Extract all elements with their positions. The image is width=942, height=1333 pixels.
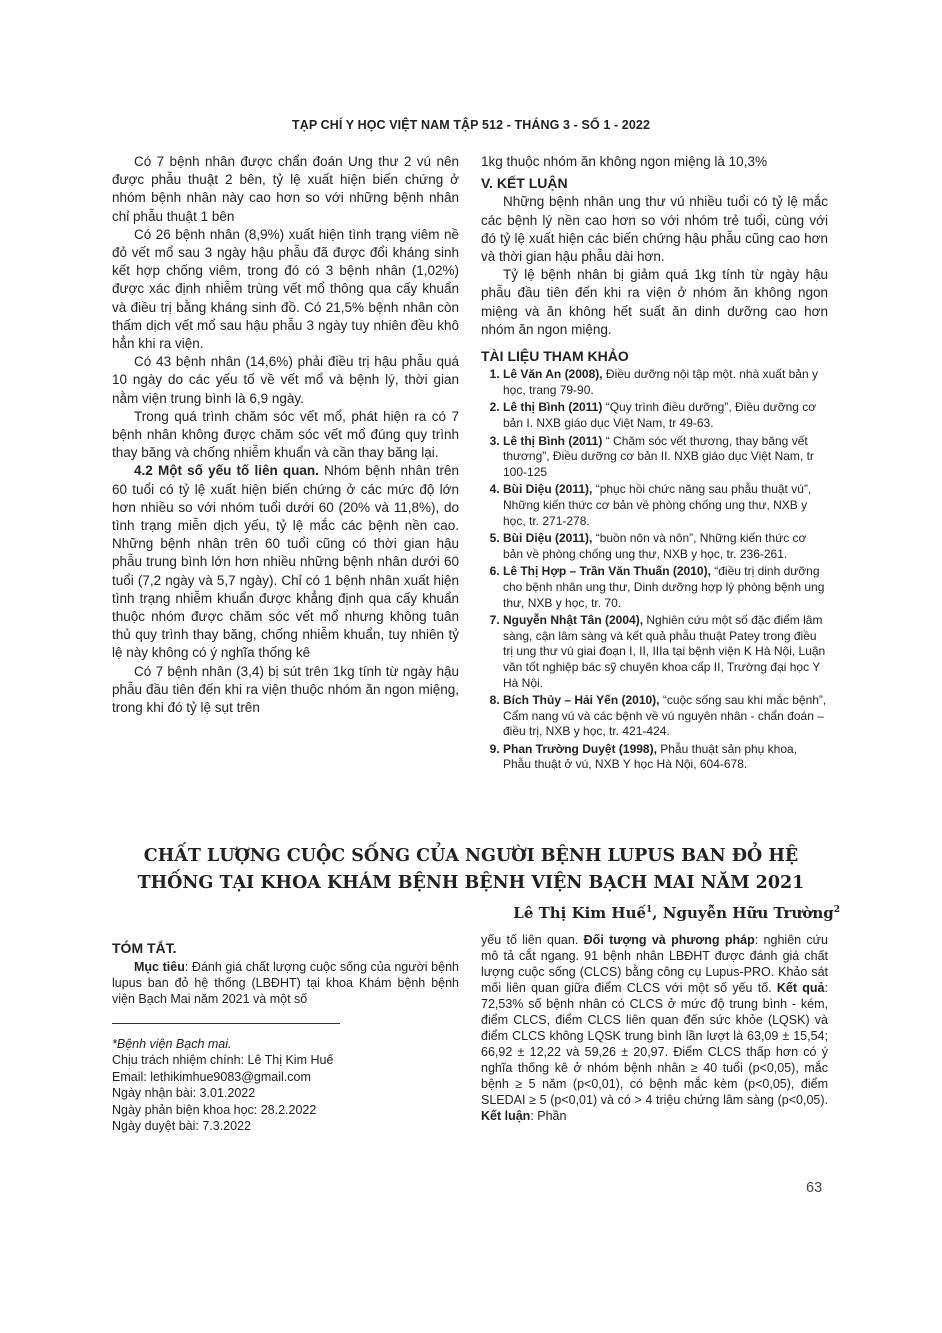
affiliation: *Bệnh viện Bạch mai. (112, 1037, 232, 1051)
reference-item (503, 482, 828, 529)
abstract-right (481, 932, 828, 1124)
reference-item (503, 613, 828, 691)
conclusion-text: : Phần (530, 1109, 567, 1123)
affiliation-marker: 2 (833, 905, 840, 915)
footnote-divider (112, 1023, 340, 1024)
paragraph: Có 7 bệnh nhân (3,4) bị sút trên 1kg tính từ ngày hậu phẫu đầu tiên đến khi ra viện thuộc nhóm ăn ngon miệng, trong khi đó tỷ lệ sụt trên (112, 663, 459, 716)
reference-author: Lê Văn An (2008), (503, 367, 603, 382)
reference-author: Bùi Diệu (2011), (503, 482, 593, 497)
article-title: CHẤT LƯỢNG CUỘC SỐNG CỦA NGƯỜI BỆNH LUPUS BAN ĐỎ HỆ THỐNG TẠI KHOA KHÁM BỆNH BỆNH VIỆN BẠCH MAI NĂM 2021 (137, 846, 805, 893)
reference-item (503, 434, 828, 481)
reference-text: “điều trị dinh dưỡng cho bệnh nhân ung thư, Dinh dưỡng hợp lý phòng bệnh ung thư, NXB y học, tr. 70. (503, 564, 825, 610)
author-name: Nguyễn Hữu Trường (662, 904, 834, 922)
conclusion-heading: V. KẾT LUẬN (481, 175, 568, 192)
reference-list (481, 367, 828, 773)
paragraph: Có 7 bệnh nhân được chẩn đoán Ung thư 2 vú nên được phẫu thuật 2 bên, tỷ lệ xuất hiện biến chứng ở nhóm bệnh nhân này cao hơn so với những bệnh nhân chỉ phẫu thuật 1 bên (112, 154, 459, 224)
reference-text: Phẫu thuật sản phụ khoa, Phẫu thuật ở vú, NXB Y học Hà Nội, 604-678. (503, 741, 798, 772)
abstract-paragraph (112, 959, 459, 1007)
reference-author: Lê thị Bình (2011) (503, 400, 603, 415)
reference-text: “Quy trình điều dưỡng”, Điều dưỡng cơ bản I. NXB giáo dục Việt Nam, tr 49-63. (503, 400, 817, 431)
reference-item (503, 564, 828, 611)
conclusion-label: Kết luận (481, 1109, 531, 1123)
reference-text: Nghiên cứu một số đặc điểm lâm sàng, cận lâm sàng và kết quả phẫu thuật Patey trong điều trị ung thư vú giai đoạn I, II, IIIa tại bệnh viện K Hà Nội, Luận văn tốt nghiệp bác sỹ chuyên khoa cấp II, Trường đại học Y Hà Nội. (503, 613, 826, 690)
references-heading: TÀI LIỆU THAM KHẢO (481, 348, 629, 365)
reference-author: Lê thị Bình (2011) (503, 433, 603, 448)
abstract-text: yếu tố liên quan. (481, 933, 584, 947)
reference-author: Bùi Diệu (2011), (503, 531, 593, 546)
footnote (112, 1036, 459, 1134)
author-separator: , (652, 904, 663, 922)
reference-author: Phan Trường Duyệt (1998), (503, 741, 657, 756)
email: Email: lethikimhue9083@gmail.com (112, 1069, 311, 1084)
paragraph: Có 43 bệnh nhân (14,6%) phải điều trị hậu phẫu quá 10 ngày do các yếu tố về vết mổ và bệnh lý, thời gian nằm viện trung bình là 6,9 ngày. (112, 354, 459, 406)
reference-text: “phục hồi chức năng sau phẫu thuật vú”, Những kiến thức cơ bản về phòng chống ung thư, NXB y học, tr. 271-278. (503, 482, 812, 528)
review-date: Ngày phản biện khoa học: 28.2.2022 (112, 1102, 317, 1117)
reference-item (503, 400, 828, 431)
method-text: : nghiên cứu mô tả cắt ngang. 91 bệnh nhân LBĐHT được đánh giá chất lượng cuộc sống (CLCS) bằng công cụ Lupus-PRO. Khảo sát mối liên quan giữa điểm CLCS với một số yếu tố. (481, 933, 828, 995)
reference-author: Nguyễn Nhật Tân (2004), (503, 613, 644, 628)
reference-item (503, 742, 828, 773)
continuation-text: 1kg thuộc nhóm ăn không ngon miệng là 10,3% (481, 154, 767, 169)
reference-text: Điều dưỡng nội tập một. nhà xuất bản y học, trang 79-90. (503, 367, 818, 397)
reference-text: “buồn nôn và nôn”, Những kiến thức cơ bản về phòng chống ung thư, NXB y học, tr. 236-261. (503, 531, 807, 561)
article-authors (513, 904, 840, 922)
paragraph: Trong quá trình chăm sóc vết mổ, phát hiện ra có 7 bệnh nhân không được chăm sóc vết mổ đúng quy trình thay băng và chống nhiễm khuẩn và cần thay băng lại. (112, 408, 459, 461)
reference-text: “cuộc sống sau khi mắc bệnh”, Cẩm nang vú và các bệnh về vú nguyên nhân - chẩn đoán – điều trị, NXB y học, tr. 421-424. (503, 693, 827, 739)
received-date: Ngày nhận bài: 3.01.2022 (112, 1086, 256, 1101)
objective-label: Mục tiêu (134, 960, 185, 974)
left-column (112, 153, 459, 717)
objective-text: : Đánh giá chất lượng cuộc sống của người bệnh lupus ban đỏ hệ thống (LBĐHT) tại khoa Khám bệnh bệnh viện Bạch Mai năm 2021 và một số (112, 960, 459, 1006)
result-label: Kết quả (776, 981, 825, 995)
paragraph: Có 26 bệnh nhân (8,9%) xuất hiện tình trạng viêm nề đỏ vết mổ sau 3 ngày hậu phẫu đã được đổi kháng sinh kết hợp chống viêm, trong đó có 3 bệnh nhân (1,02%) được xác định nhiễm trùng vết mổ thông qua cấy khuẩn và điều trị bằng kháng sinh đồ. Có 21,5% bệnh nhân còn thấm dịch vết mổ sau hậu phẫu 3 ngày tuy nhiên đều khô hẳn khi ra viện. (112, 226, 459, 352)
reference-text: “ Chăm sóc vết thương, thay băng vết thương”, Điều dưỡng cơ bản II. NXB giáo dục Việt Nam, tr 100-125 (503, 433, 814, 479)
corresponding-author: Chịu trách nhiệm chính: Lê Thị Kim Huế (112, 1053, 334, 1068)
section-paragraph (112, 462, 459, 662)
page-number: 63 (806, 1180, 823, 1196)
abstract-left (112, 936, 459, 1134)
paragraph: Tỷ lệ bệnh nhân bị giảm quá 1kg tính từ ngày hậu phẫu đầu tiên đến khi ra viện ở nhóm ăn không ngon miệng và ăn không hết suất ăn dinh dưỡng cao hơn nhóm ăn ngon miệng. (481, 267, 828, 337)
reference-item (503, 531, 828, 562)
reference-author: Bích Thủy – Hải Yến (2010), (503, 693, 660, 708)
affiliation-marker: 1 (646, 905, 653, 915)
paragraph: Những bệnh nhân ung thư vú nhiều tuổi có tỷ lệ mắc các bệnh lý nền cao hơn so với nhóm trẻ tuổi, cùng với đó tỷ lệ xuất hiện các biến chứng hậu phẫu cũng cao hơn và thời gian hậu phẫu dài hơn. (481, 194, 828, 265)
reference-item (503, 693, 828, 740)
reference-item (503, 367, 828, 398)
abstract-heading: TÓM TẮT. (112, 940, 177, 956)
section-text: Nhóm bệnh nhân trên 60 tuổi có tỷ lệ xuất hiện biến chứng ở các mức độ lớn hơn nhiều so với nhóm tuổi dưới 60 (20% và 11,8%), do tình trạng miễn dịch yếu, tỷ lệ mắc các bệnh nền cao. Những bệnh nhân trên 60 tuổi cũng có thời gian hậu phẫu trung bình lớn hơn nhiều những bệnh nhân dưới 60 tuổi (7,2 ngày và 5,7 ngày). Chỉ có 1 bệnh nhân xuất hiện tình trạng nhiễm khuẩn được khẳng định qua cấy khuẩn thuộc nhóm được chăm sóc vết mổ nhưng không tuân thủ quy trình thay băng, chống nhiễm khuẩn, tuy nhiên tỷ lệ này không có ý nghĩa thống kê (112, 463, 459, 661)
accepted-date: Ngày duyệt bài: 7.3.2022 (112, 1119, 251, 1134)
result-text: : 72,53% số bệnh nhân có CLCS ở mức độ trung bình - kém, điểm CLCS, điểm CLCS liên quan đến sức khỏe (LQSK) và điểm CLCS không LQSK trung bình lần lượt là 63,09 ± 15,54; 66,92 ± 12,22 và 59,26 ± 20,97. Điểm CLCS thấp hơn có ý nghĩa thống kê ở nhóm bệnh nhân ≥ 40 tuổi (p<0,05), mắc bệnh ≥ 5 năm (p<0,01), có bệnh mắc kèm (p<0,05), điểm SLEDAI ≥ 5 (p<0,01) và có > 4 triệu chứng lâm sàng (p<0,05). (481, 981, 828, 1107)
author-name: Lê Thị Kim Huế (513, 904, 647, 922)
reference-author: Lê Thị Hợp – Trần Văn Thuấn (2010), (503, 564, 711, 579)
right-column (481, 153, 828, 775)
abstract-paragraph (481, 932, 828, 1124)
method-label: Đối tượng và phương pháp (583, 933, 755, 947)
journal-header: TẠP CHÍ Y HỌC VIỆT NAM TẬP 512 - THÁNG 3 - SỐ 1 - 2022 (291, 118, 651, 132)
section-heading-4-2: 4.2 Một số yếu tố liên quan. (134, 463, 319, 479)
